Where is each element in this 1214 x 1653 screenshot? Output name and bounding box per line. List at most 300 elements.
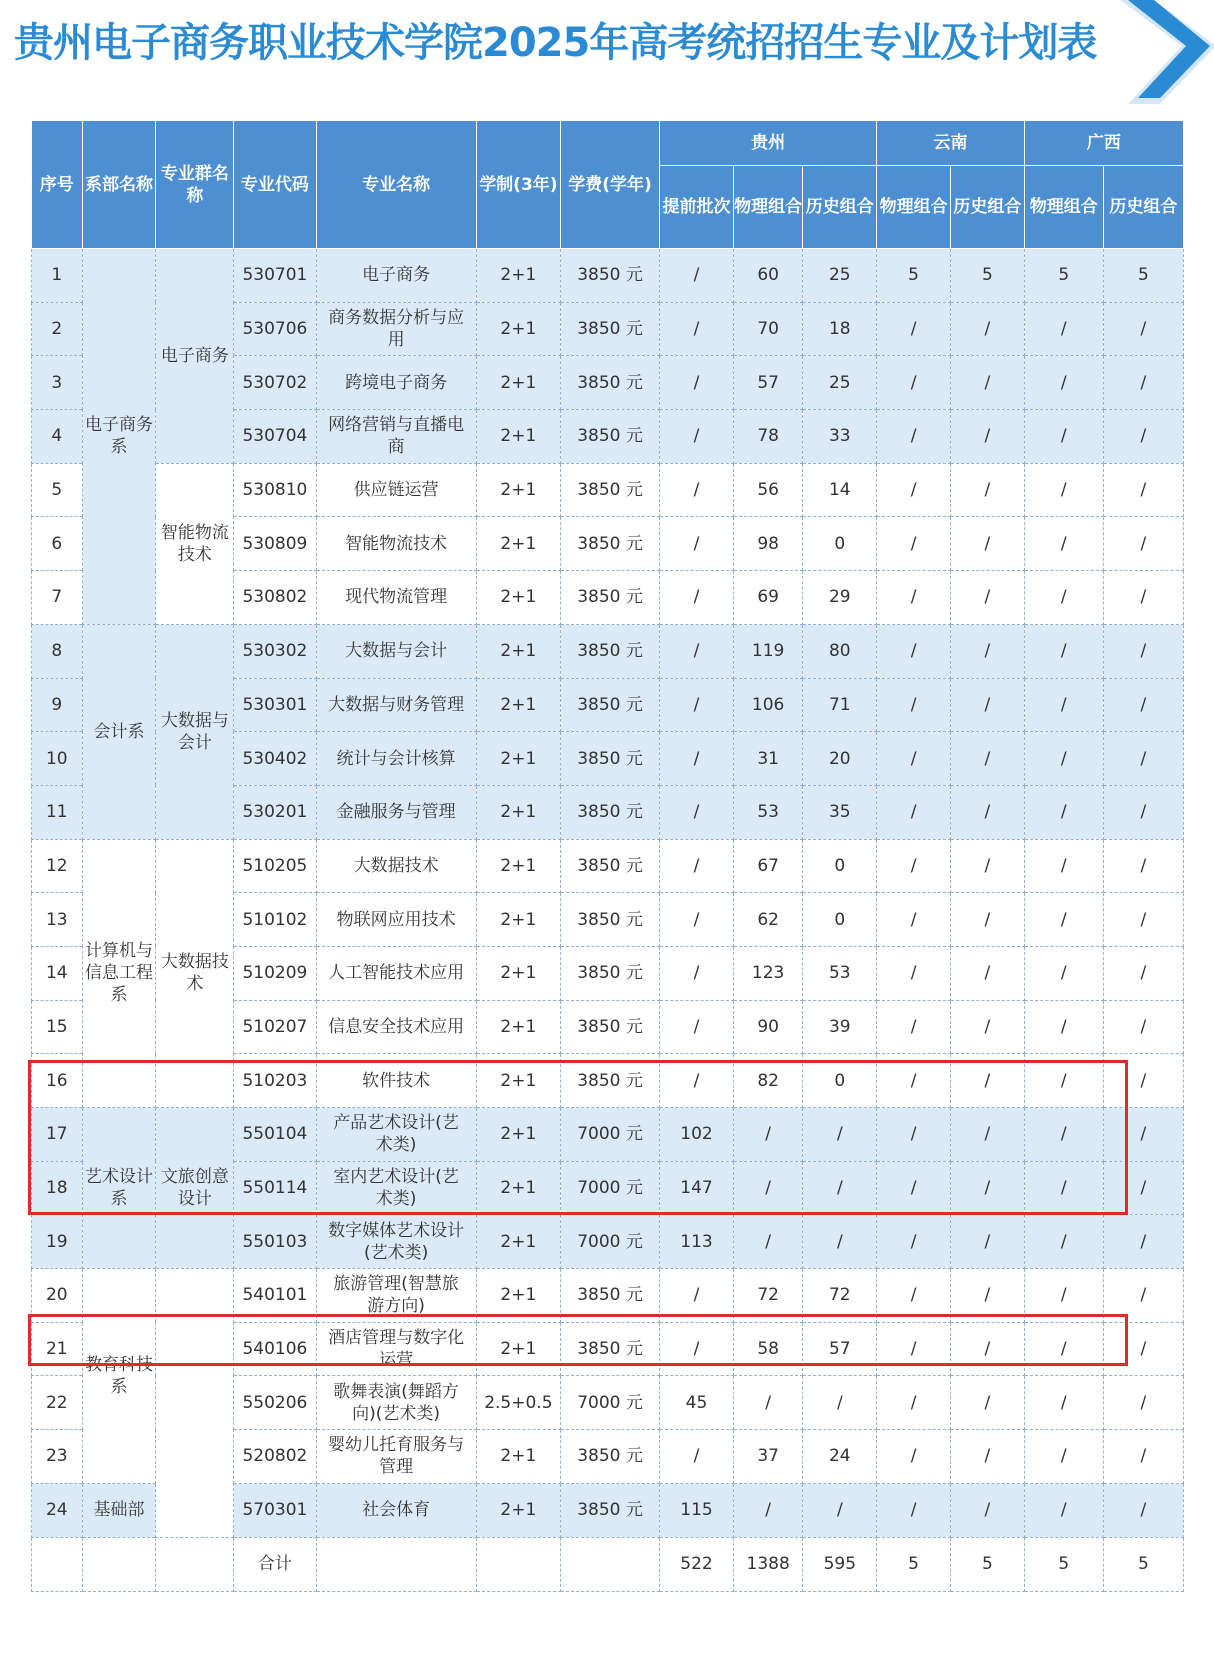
cell-duration: 2.5+0.5 <box>476 1376 560 1430</box>
cell-gx-his: / <box>1103 732 1183 786</box>
cell-yn-phy: / <box>877 1483 951 1537</box>
header-major: 专业名称 <box>316 121 476 249</box>
dept-cell: 基础部 <box>82 1483 156 1537</box>
cell-fee: 3850 元 <box>561 678 660 732</box>
cell-code: 550104 <box>234 1108 316 1162</box>
cell-gz-phy: / <box>733 1215 803 1269</box>
cell-gz-phy: 119 <box>733 624 803 678</box>
cell-duration: 2+1 <box>476 249 560 303</box>
cell-major: 电子商务 <box>316 249 476 303</box>
cell-gx-phy: / <box>1024 732 1103 786</box>
cell-seq: 11 <box>32 785 83 839</box>
cell-yn-phy: / <box>877 1054 951 1108</box>
cell-gz-phy: 62 <box>733 893 803 947</box>
cell-yn-phy: / <box>877 678 951 732</box>
cell-fee: 3850 元 <box>561 1483 660 1537</box>
cell-duration: 2+1 <box>476 463 560 517</box>
cell-gz-his: / <box>803 1215 877 1269</box>
cell-fee: 3850 元 <box>561 571 660 625</box>
cell-gz-phy: 37 <box>733 1430 803 1484</box>
cell-gz-his: 35 <box>803 785 877 839</box>
total-gx-phy: 5 <box>1024 1537 1103 1591</box>
cell-seq: 10 <box>32 732 83 786</box>
header-seq: 序号 <box>32 121 83 249</box>
cell-gx-phy: / <box>1024 678 1103 732</box>
table-row <box>32 463 1184 517</box>
cell-early: / <box>660 1054 734 1108</box>
cell-yn-phy: / <box>877 1322 951 1376</box>
cell-major: 产品艺术设计(艺术类) <box>316 1108 476 1162</box>
cell-yn-phy: 5 <box>877 249 951 303</box>
group-cell <box>156 1269 234 1537</box>
cell-seq: 22 <box>32 1376 83 1430</box>
cell-early: / <box>660 517 734 571</box>
cell-yn-his: / <box>950 302 1024 356</box>
cell-yn-his: / <box>950 1322 1024 1376</box>
cell-seq: 15 <box>32 1000 83 1054</box>
cell-duration: 2+1 <box>476 1322 560 1376</box>
cell-major: 酒店管理与数字化运营 <box>316 1322 476 1376</box>
dept-cell: 计算机与信息工程系 <box>82 839 156 1107</box>
cell-gx-his: 5 <box>1103 249 1183 303</box>
cell-yn-his: / <box>950 732 1024 786</box>
cell-gx-phy: / <box>1024 1430 1103 1484</box>
cell-gz-his: 29 <box>803 571 877 625</box>
cell-seq: 24 <box>32 1483 83 1537</box>
cell-yn-phy: / <box>877 356 951 410</box>
cell-gz-his: / <box>803 1108 877 1162</box>
cell-duration: 2+1 <box>476 571 560 625</box>
cell-early: / <box>660 410 734 464</box>
cell-gz-phy: 70 <box>733 302 803 356</box>
dept-cell: 电子商务系 <box>82 249 156 625</box>
cell-gx-his: / <box>1103 1376 1183 1430</box>
cell-fee: 7000 元 <box>561 1215 660 1269</box>
cell-major: 跨境电子商务 <box>316 356 476 410</box>
cell-duration: 2+1 <box>476 517 560 571</box>
cell-code: 530301 <box>234 678 316 732</box>
cell-duration: 2+1 <box>476 410 560 464</box>
cell-fee: 7000 元 <box>561 1376 660 1430</box>
cell-fee: 3850 元 <box>561 785 660 839</box>
cell-gz-phy: / <box>733 1108 803 1162</box>
cell-gx-phy: / <box>1024 1269 1103 1323</box>
cell-seq: 3 <box>32 356 83 410</box>
header-duration: 学制(3年) <box>476 121 560 249</box>
cell-fee: 7000 元 <box>561 1108 660 1162</box>
cell-gz-his: 24 <box>803 1430 877 1484</box>
cell-early: / <box>660 732 734 786</box>
cell-gz-phy: 56 <box>733 463 803 517</box>
cell-gx-phy: / <box>1024 946 1103 1000</box>
cell-fee: 3850 元 <box>561 249 660 303</box>
cell-seq: 1 <box>32 249 83 303</box>
cell-gz-phy: 123 <box>733 946 803 1000</box>
cell-code: 510207 <box>234 1000 316 1054</box>
cell-code: 530809 <box>234 517 316 571</box>
cell-major: 智能物流技术 <box>316 517 476 571</box>
cell-gx-phy: / <box>1024 1054 1103 1108</box>
cell-seq: 6 <box>32 517 83 571</box>
cell-yn-his: / <box>950 571 1024 625</box>
cell-yn-phy: / <box>877 571 951 625</box>
cell-yn-his: / <box>950 624 1024 678</box>
cell-code: 530702 <box>234 356 316 410</box>
cell-code: 510102 <box>234 893 316 947</box>
cell-major: 人工智能技术应用 <box>316 946 476 1000</box>
cell-yn-phy: / <box>877 732 951 786</box>
header-yn-physics: 物理组合 <box>877 166 951 249</box>
header-gx-physics: 物理组合 <box>1024 166 1103 249</box>
cell-gx-phy: / <box>1024 463 1103 517</box>
cell-seq: 12 <box>32 839 83 893</box>
cell-yn-phy: / <box>877 302 951 356</box>
cell-gz-his: 53 <box>803 946 877 1000</box>
cell-duration: 2+1 <box>476 893 560 947</box>
cell-gx-phy: / <box>1024 1376 1103 1430</box>
cell-seq: 8 <box>32 624 83 678</box>
cell-fee: 3850 元 <box>561 946 660 1000</box>
cell-code: 530201 <box>234 785 316 839</box>
cell-gx-his: / <box>1103 517 1183 571</box>
cell-gx-his: / <box>1103 463 1183 517</box>
cell-early: / <box>660 946 734 1000</box>
header-dept: 系部名称 <box>82 121 156 249</box>
cell-early: / <box>660 302 734 356</box>
table-row <box>32 839 1184 893</box>
cell-yn-his: / <box>950 1054 1024 1108</box>
cell-early: / <box>660 624 734 678</box>
cell-gx-his: / <box>1103 678 1183 732</box>
cell-gz-his: 39 <box>803 1000 877 1054</box>
cell-gx-his: / <box>1103 1483 1183 1537</box>
cell-early: / <box>660 1430 734 1484</box>
total-empty-cell <box>561 1537 660 1591</box>
total-empty-cell <box>32 1537 83 1591</box>
cell-major: 婴幼儿托育服务与管理 <box>316 1430 476 1484</box>
total-gz-phy: 1388 <box>733 1537 803 1591</box>
cell-early: / <box>660 678 734 732</box>
cell-yn-his: / <box>950 946 1024 1000</box>
cell-gx-his: / <box>1103 1054 1183 1108</box>
cell-code: 570301 <box>234 1483 316 1537</box>
cell-gz-phy: 60 <box>733 249 803 303</box>
cell-fee: 3850 元 <box>561 1000 660 1054</box>
cell-gx-phy: / <box>1024 1000 1103 1054</box>
cell-yn-phy: / <box>877 1376 951 1430</box>
cell-early: / <box>660 893 734 947</box>
cell-gz-his: 0 <box>803 1054 877 1108</box>
cell-gx-his: / <box>1103 946 1183 1000</box>
cell-gz-his: 71 <box>803 678 877 732</box>
cell-major: 信息安全技术应用 <box>316 1000 476 1054</box>
cell-yn-phy: / <box>877 1269 951 1323</box>
cell-major: 大数据与会计 <box>316 624 476 678</box>
table-row <box>32 624 1184 678</box>
cell-gx-his: / <box>1103 1000 1183 1054</box>
cell-yn-phy: / <box>877 893 951 947</box>
header-guizhou: 贵州 <box>660 121 877 166</box>
cell-gx-phy: / <box>1024 1483 1103 1537</box>
cell-duration: 2+1 <box>476 1269 560 1323</box>
cell-code: 550103 <box>234 1215 316 1269</box>
cell-seq: 17 <box>32 1108 83 1162</box>
cell-yn-his: / <box>950 517 1024 571</box>
cell-yn-his: / <box>950 1430 1024 1484</box>
cell-code: 530402 <box>234 732 316 786</box>
cell-gz-his: / <box>803 1376 877 1430</box>
cell-duration: 2+1 <box>476 1430 560 1484</box>
cell-yn-his: / <box>950 463 1024 517</box>
header-group: 专业群名称 <box>156 121 234 249</box>
cell-fee: 3850 元 <box>561 839 660 893</box>
cell-yn-his: / <box>950 1483 1024 1537</box>
cell-gx-his: / <box>1103 356 1183 410</box>
cell-gz-his: 72 <box>803 1269 877 1323</box>
cell-gx-his: / <box>1103 839 1183 893</box>
cell-gz-his: 57 <box>803 1322 877 1376</box>
page-title: 贵州电子商务职业技术学院2025年高考统招招生专业及计划表 <box>14 20 1097 66</box>
cell-duration: 2+1 <box>476 839 560 893</box>
group-cell: 智能物流技术 <box>156 463 234 624</box>
cell-gx-his: / <box>1103 410 1183 464</box>
cell-seq: 18 <box>32 1161 83 1215</box>
cell-code: 530706 <box>234 302 316 356</box>
cell-gx-his: / <box>1103 571 1183 625</box>
cell-major: 软件技术 <box>316 1054 476 1108</box>
cell-early: / <box>660 571 734 625</box>
cell-gz-his: 80 <box>803 624 877 678</box>
cell-yn-his: / <box>950 785 1024 839</box>
cell-major: 旅游管理(智慧旅游方向) <box>316 1269 476 1323</box>
cell-gx-phy: / <box>1024 1108 1103 1162</box>
cell-major: 商务数据分析与应用 <box>316 302 476 356</box>
cell-gx-his: / <box>1103 1430 1183 1484</box>
group-cell: 大数据技术 <box>156 839 234 1107</box>
total-row <box>32 1537 1184 1591</box>
cell-gx-phy: / <box>1024 1161 1103 1215</box>
cell-yn-his: / <box>950 1215 1024 1269</box>
cell-fee: 3850 元 <box>561 463 660 517</box>
cell-gx-his: / <box>1103 1269 1183 1323</box>
cell-yn-phy: / <box>877 839 951 893</box>
cell-fee: 3850 元 <box>561 517 660 571</box>
cell-gx-phy: 5 <box>1024 249 1103 303</box>
cell-seq: 16 <box>32 1054 83 1108</box>
cell-code: 530701 <box>234 249 316 303</box>
cell-gz-his: 0 <box>803 839 877 893</box>
cell-major: 网络营销与直播电商 <box>316 410 476 464</box>
cell-duration: 2+1 <box>476 302 560 356</box>
cell-seq: 21 <box>32 1322 83 1376</box>
cell-yn-phy: / <box>877 624 951 678</box>
cell-yn-phy: / <box>877 946 951 1000</box>
cell-code: 530302 <box>234 624 316 678</box>
cell-early: / <box>660 356 734 410</box>
cell-fee: 3850 元 <box>561 302 660 356</box>
cell-gx-phy: / <box>1024 1215 1103 1269</box>
cell-yn-his: / <box>950 839 1024 893</box>
cell-yn-phy: / <box>877 410 951 464</box>
cell-seq: 4 <box>32 410 83 464</box>
cell-gx-phy: / <box>1024 356 1103 410</box>
group-cell: 文旅创意设计 <box>156 1108 234 1269</box>
header-gz-early: 提前批次 <box>660 166 734 249</box>
cell-major: 歌舞表演(舞蹈方向)(艺术类) <box>316 1376 476 1430</box>
cell-major: 大数据与财务管理 <box>316 678 476 732</box>
header-code: 专业代码 <box>234 121 316 249</box>
cell-seq: 20 <box>32 1269 83 1323</box>
cell-gz-phy: 106 <box>733 678 803 732</box>
cell-fee: 3850 元 <box>561 356 660 410</box>
cell-major: 现代物流管理 <box>316 571 476 625</box>
cell-gz-phy: 67 <box>733 839 803 893</box>
cell-fee: 3850 元 <box>561 893 660 947</box>
cell-code: 530704 <box>234 410 316 464</box>
total-gz-his: 595 <box>803 1537 877 1591</box>
cell-code: 550114 <box>234 1161 316 1215</box>
cell-major: 金融服务与管理 <box>316 785 476 839</box>
cell-early: / <box>660 463 734 517</box>
header-gz-physics: 物理组合 <box>733 166 803 249</box>
cell-duration: 2+1 <box>476 1000 560 1054</box>
cell-duration: 2+1 <box>476 1161 560 1215</box>
admission-plan-table <box>31 120 1184 1592</box>
cell-early: / <box>660 249 734 303</box>
total-yn-his: 5 <box>950 1537 1024 1591</box>
cell-gx-his: / <box>1103 893 1183 947</box>
cell-gx-phy: / <box>1024 302 1103 356</box>
cell-gz-his: 20 <box>803 732 877 786</box>
cell-gz-phy: 98 <box>733 517 803 571</box>
cell-major: 大数据技术 <box>316 839 476 893</box>
cell-gz-his: / <box>803 1483 877 1537</box>
cell-seq: 23 <box>32 1430 83 1484</box>
cell-yn-his: / <box>950 1108 1024 1162</box>
total-empty-cell <box>156 1537 234 1591</box>
cell-seq: 2 <box>32 302 83 356</box>
cell-fee: 3850 元 <box>561 1430 660 1484</box>
cell-gx-phy: / <box>1024 410 1103 464</box>
cell-major: 物联网应用技术 <box>316 893 476 947</box>
cell-code: 550206 <box>234 1376 316 1430</box>
cell-fee: 3850 元 <box>561 624 660 678</box>
cell-gx-his: / <box>1103 302 1183 356</box>
cell-gx-phy: / <box>1024 839 1103 893</box>
cell-duration: 2+1 <box>476 785 560 839</box>
cell-code: 510209 <box>234 946 316 1000</box>
cell-major: 社会体育 <box>316 1483 476 1537</box>
cell-gx-his: / <box>1103 1108 1183 1162</box>
group-cell: 大数据与会计 <box>156 624 234 839</box>
cell-gz-his: 18 <box>803 302 877 356</box>
cell-gx-phy: / <box>1024 517 1103 571</box>
cell-gx-phy: / <box>1024 893 1103 947</box>
cell-early: 102 <box>660 1108 734 1162</box>
cell-duration: 2+1 <box>476 1483 560 1537</box>
header-fee: 学费(学年) <box>561 121 660 249</box>
cell-yn-his: / <box>950 410 1024 464</box>
cell-gz-phy: 53 <box>733 785 803 839</box>
cell-yn-his: / <box>950 1000 1024 1054</box>
cell-fee: 3850 元 <box>561 1054 660 1108</box>
total-label: 合计 <box>234 1537 316 1591</box>
dept-cell: 艺术设计系 <box>82 1108 156 1269</box>
cell-yn-his: / <box>950 1376 1024 1430</box>
cell-gx-phy: / <box>1024 571 1103 625</box>
header-guangxi: 广西 <box>1024 121 1183 166</box>
total-empty-cell <box>316 1537 476 1591</box>
table-row <box>32 1108 1184 1162</box>
cell-gz-phy: 78 <box>733 410 803 464</box>
dept-cell: 会计系 <box>82 624 156 839</box>
cell-seq: 19 <box>32 1215 83 1269</box>
cell-duration: 2+1 <box>476 1054 560 1108</box>
cell-fee: 3850 元 <box>561 1269 660 1323</box>
cell-early: 115 <box>660 1483 734 1537</box>
cell-gz-phy: 58 <box>733 1322 803 1376</box>
cell-yn-phy: / <box>877 1161 951 1215</box>
cell-early: / <box>660 1000 734 1054</box>
cell-fee: 3850 元 <box>561 1322 660 1376</box>
cell-gz-his: 0 <box>803 517 877 571</box>
cell-seq: 13 <box>32 893 83 947</box>
cell-yn-phy: / <box>877 517 951 571</box>
total-empty-cell <box>476 1537 560 1591</box>
table-row <box>32 249 1184 303</box>
cell-major: 室内艺术设计(艺术类) <box>316 1161 476 1215</box>
cell-gx-phy: / <box>1024 624 1103 678</box>
cell-early: / <box>660 785 734 839</box>
cell-early: 147 <box>660 1161 734 1215</box>
cell-duration: 2+1 <box>476 1108 560 1162</box>
cell-yn-phy: / <box>877 1215 951 1269</box>
cell-duration: 2+1 <box>476 732 560 786</box>
group-cell: 电子商务 <box>156 249 234 464</box>
table-row <box>32 1269 1184 1323</box>
cell-gz-his: 14 <box>803 463 877 517</box>
cell-yn-his: 5 <box>950 249 1024 303</box>
dept-cell: 教育科技系 <box>82 1269 156 1484</box>
cell-early: / <box>660 839 734 893</box>
cell-seq: 14 <box>32 946 83 1000</box>
cell-gz-phy: / <box>733 1376 803 1430</box>
cell-code: 540101 <box>234 1269 316 1323</box>
cell-duration: 2+1 <box>476 946 560 1000</box>
cell-early: / <box>660 1269 734 1323</box>
cell-gz-his: 25 <box>803 356 877 410</box>
cell-code: 540106 <box>234 1322 316 1376</box>
total-empty-cell <box>82 1537 156 1591</box>
cell-gz-phy: / <box>733 1483 803 1537</box>
cell-early: 45 <box>660 1376 734 1430</box>
cell-yn-his: / <box>950 1161 1024 1215</box>
cell-duration: 2+1 <box>476 624 560 678</box>
cell-gz-phy: 31 <box>733 732 803 786</box>
cell-duration: 2+1 <box>476 1215 560 1269</box>
header-gx-history: 历史组合 <box>1103 166 1183 249</box>
cell-fee: 7000 元 <box>561 1161 660 1215</box>
cell-yn-phy: / <box>877 1430 951 1484</box>
cell-seq: 7 <box>32 571 83 625</box>
cell-yn-phy: / <box>877 463 951 517</box>
cell-early: / <box>660 1322 734 1376</box>
header-yunnan: 云南 <box>877 121 1025 166</box>
cell-fee: 3850 元 <box>561 410 660 464</box>
cell-code: 520802 <box>234 1430 316 1484</box>
cell-gx-his: / <box>1103 1322 1183 1376</box>
cell-yn-his: / <box>950 893 1024 947</box>
